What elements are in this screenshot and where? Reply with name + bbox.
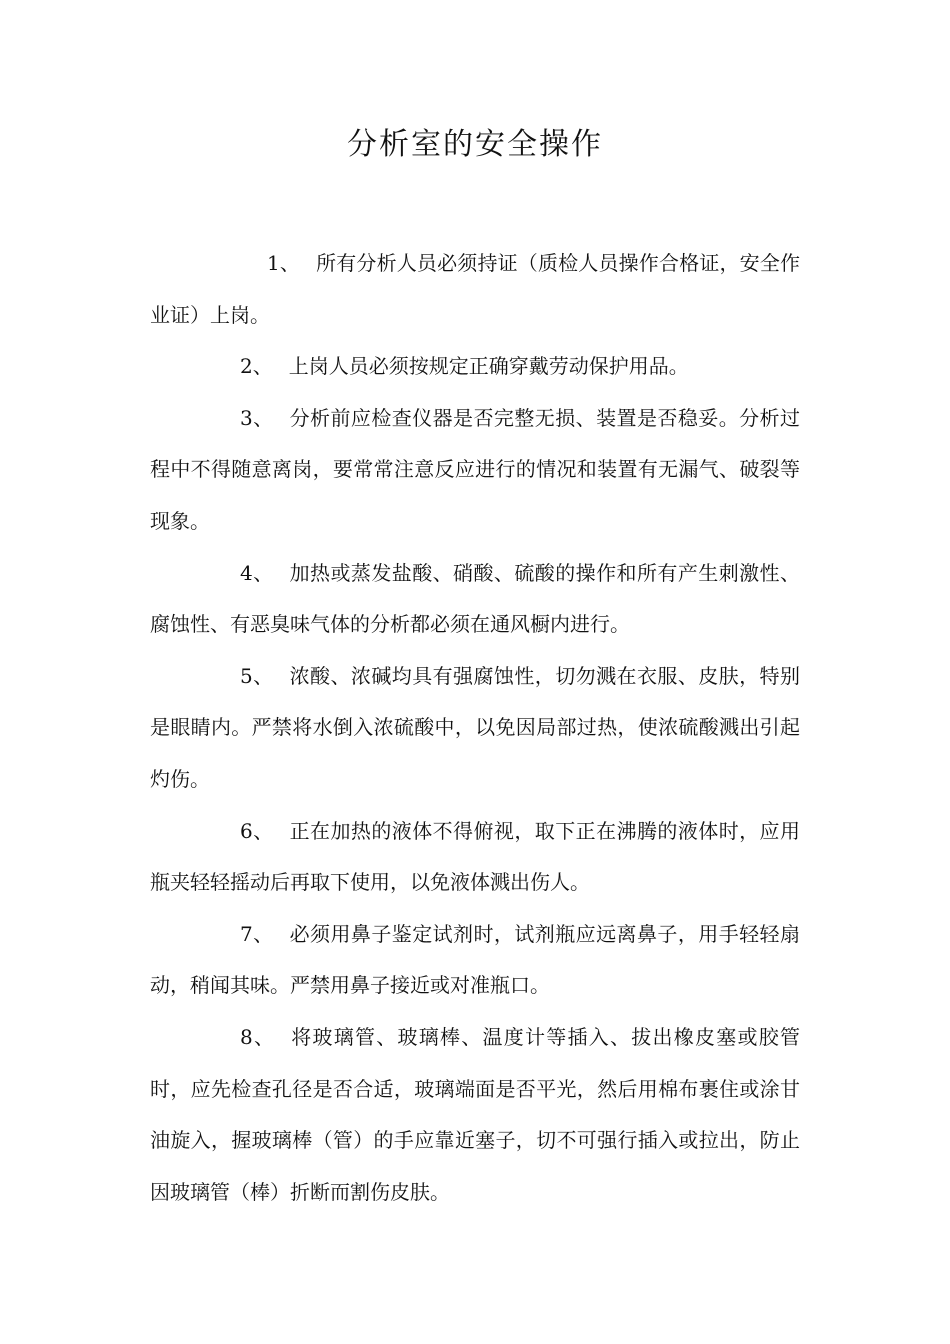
item-text: 浓酸、浓碱均具有强腐蚀性，切勿溅在衣服、皮肤，特别是眼睛内。严禁将水倒入浓硫酸中，以免因局部过热，使浓硫酸溅出引起灼伤。 [150,663,800,791]
item-text: 所有分析人员必须持证（质检人员操作合格证，安全作业证）上岗。 [150,251,801,327]
list-item [150,909,800,1012]
item-number: 5、 [240,663,274,688]
item-number: 1、 [267,251,301,275]
item-number: 4、 [240,560,274,585]
item-text: 上岗人员必须按规定正确穿戴劳动保护用品。 [288,354,689,379]
list-item [150,1012,800,1218]
item-number: 3、 [240,405,274,430]
list-item [150,341,800,393]
item-number: 2、 [240,354,273,379]
item-text: 正在加热的液体不得俯视，取下正在沸腾的液体时，应用瓶夹轻轻摇动后再取下使用，以免液体溅出伤人。 [150,818,800,895]
item-number: 7、 [240,921,274,946]
document-body [150,238,800,1218]
list-item [150,393,800,548]
item-text: 必须用鼻子鉴定试剂时，试剂瓶应远离鼻子，用手轻轻扇动，稍闻其味。严禁用鼻子接近或对准瓶口。 [150,921,800,998]
item-number: 8、 [240,1024,276,1049]
list-item [150,238,800,341]
list-item [150,651,800,806]
item-text: 将玻璃管、玻璃棒、温度计等插入、拔出橡皮塞或胶管时，应先检查孔径是否合适，玻璃端面是否平光，然后用棉布裹住或涂甘油旋入，握玻璃棒（管）的手应靠近塞子，切不可强行插入或拉出，防止因玻璃管（棒）折断而割伤皮肤。 [150,1024,800,1204]
document-title: 分析室的安全操作 [347,127,603,162]
list-item [150,806,800,909]
item-number: 6、 [240,818,274,843]
item-text: 加热或蒸发盐酸、硝酸、硫酸的操作和所有产生刺激性、腐蚀性、有恶臭味气体的分析都必须在通风橱内进行。 [150,560,800,637]
list-item [150,548,800,651]
item-text: 分析前应检查仪器是否完整无损、装置是否稳妥。分析过程中不得随意离岗，要常常注意反应进行的情况和装置有无漏气、破裂等现象。 [150,405,800,533]
